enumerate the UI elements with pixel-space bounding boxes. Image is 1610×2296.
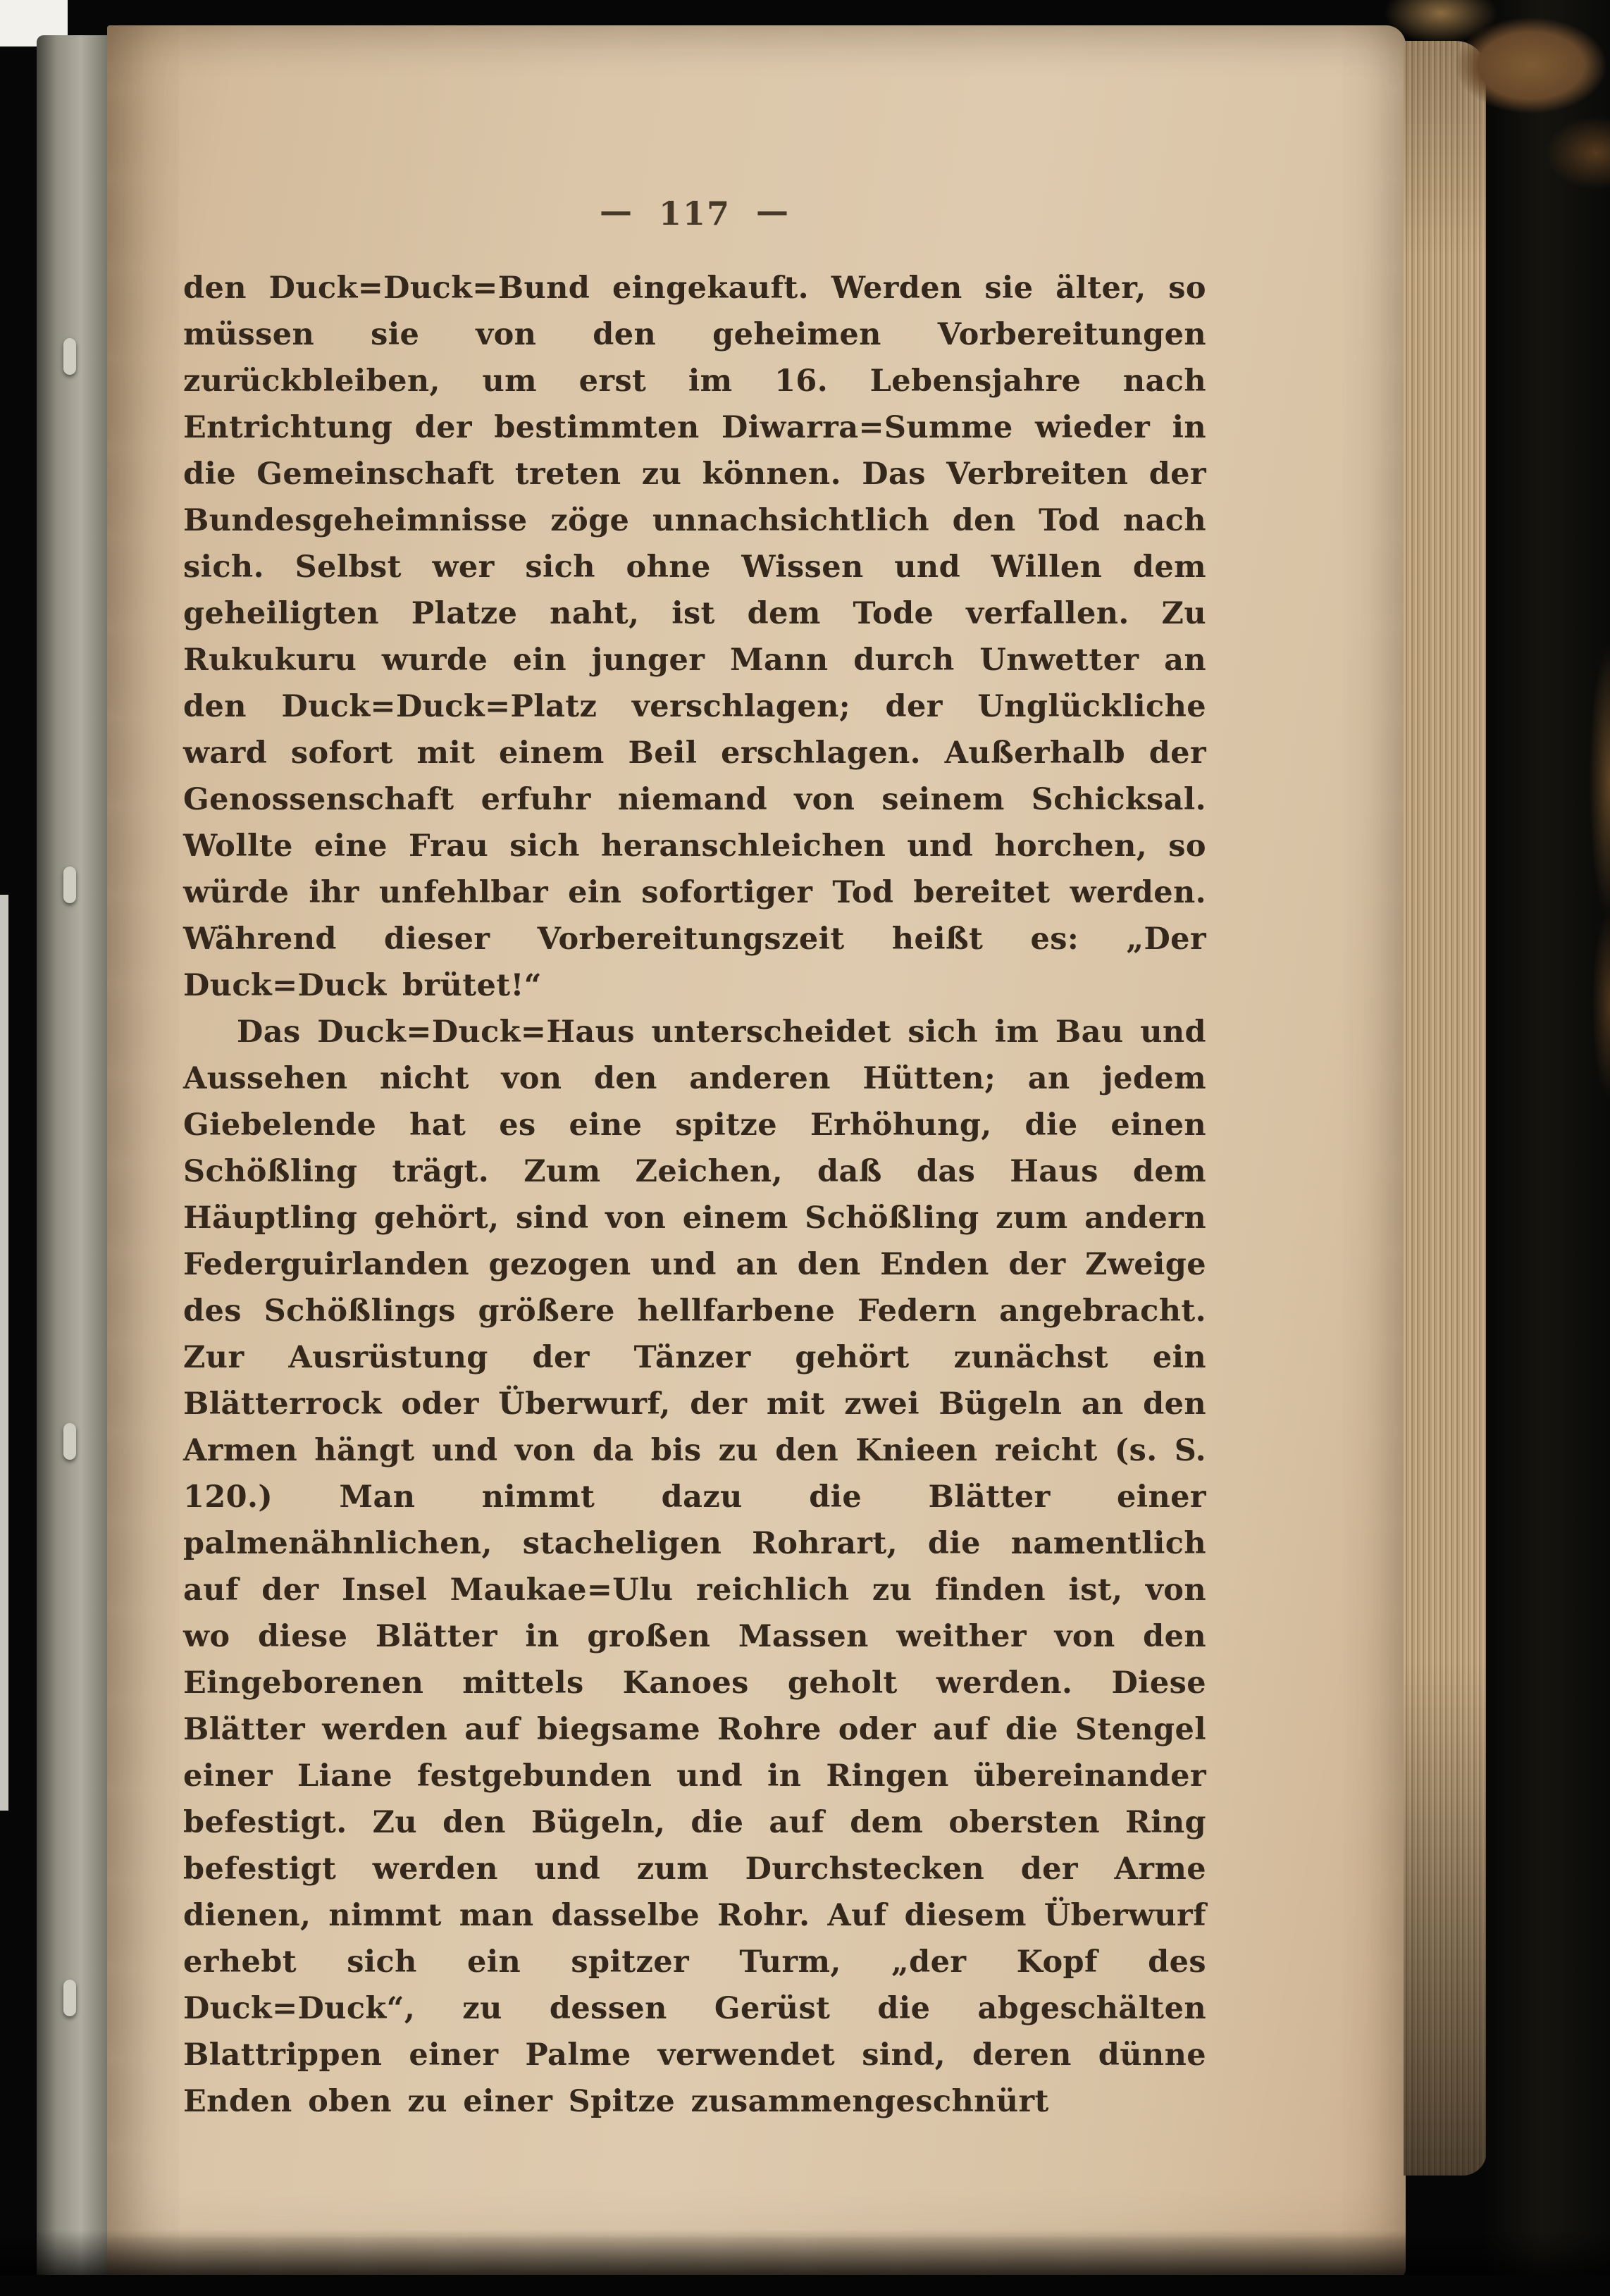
worn-cover-corner xyxy=(1328,0,1610,218)
page-header xyxy=(183,194,1206,232)
header-left-dash: — xyxy=(599,192,633,230)
scan-background-sliver xyxy=(0,895,8,1811)
page-number: 117 xyxy=(658,194,731,232)
book-cover-right xyxy=(1486,0,1610,2296)
binding-strip xyxy=(37,35,117,2296)
worn-cover-edge xyxy=(1561,634,1610,1127)
binding-thread xyxy=(63,338,76,375)
binding-thread xyxy=(63,1423,76,1460)
page-fore-edge xyxy=(1404,41,1487,2176)
binding-thread xyxy=(63,867,76,903)
paragraph: Das Duck=Duck=Haus unterscheidet sich im Bau und Aussehen nicht von den anderen Hütten; an jedem Giebelende hat es eine spitze Erhöhung, die einen Schößling trägt. Zum Zeichen, daß das Haus dem Häuptling gehört, sind von einem Schößling zum andern Federguirlanden gezogen und an den Enden der Zweige des Schößlings größere hellfarbene Federn angebracht. Zur Ausrüstung der Tänzer gehört zunächst ein Blätterrock oder Überwurf, der mit zwei Bügeln an den Armen hängt und von da bis zu den Knieen reicht (s. S. 120.) Man nimmt dazu die Blätter einer palmenähnlichen, stacheligen Rohrart, die namentlich auf der Insel Maukae=Ulu reichlich zu finden ist, von wo diese Blätter in großen Massen weither von den Eingeborenen mittels Kanoes geholt werden. Diese Blätter werden auf biegsame Rohre oder auf die Stengel einer Liane festgebunden und in Ringen übereinander befestigt. Zu den Bügeln, die auf dem obersten Ring befestigt werden und zum Durchstecken der Arme dienen, nimmt man dasselbe Rohr. Auf diesem Überwurf erhebt sich ein spitzer Turm, „der Kopf des Duck=Duck“, zu dessen Gerüst die abgeschälten Blattrippen einer Palme verwendet sind, deren dünne Enden oben zu einer Spitze zusammengeschnürt xyxy=(183,1014,1206,2119)
page-content xyxy=(183,25,1206,2125)
header-right-dash: — xyxy=(756,192,791,230)
paragraph: den Duck=Duck=Bund eingekauft. Werden sie älter, so müssen sie von den geheimen Vorbereitungen zurückbleiben, um erst im 16. Lebensjahre nach Entrichtung der bestimmten Diwarra=Summe wieder in die Gemeinschaft treten zu können. Das Verbreiten der Bundesgeheimnisse zöge unnachsichtlich den Tod nach sich. Selbst wer sich ohne Wissen und Willen dem geheiligten Platze naht, ist dem Tode verfallen. Zu Rukukuru wurde ein junger Mann durch Unwetter an den Duck=Duck=Platz verschlagen; der Unglückliche ward sofort mit einem Beil erschlagen. Außerhalb der Genossenschaft erfuhr niemand von seinem Schicksal. Wollte eine Frau sich heranschleichen und horchen, so würde ihr unfehlbar ein sofortiger Tod bereitet werden. Während dieser Vorbereitungszeit heißt es: „Der Duck=Duck brütet!“ xyxy=(183,271,1206,1003)
binding-thread xyxy=(63,1980,76,2016)
book-page xyxy=(107,25,1406,2280)
bottom-shadow xyxy=(0,2230,1610,2279)
page-text xyxy=(183,265,1206,2125)
bottom-cover-strip xyxy=(0,2275,1610,2296)
